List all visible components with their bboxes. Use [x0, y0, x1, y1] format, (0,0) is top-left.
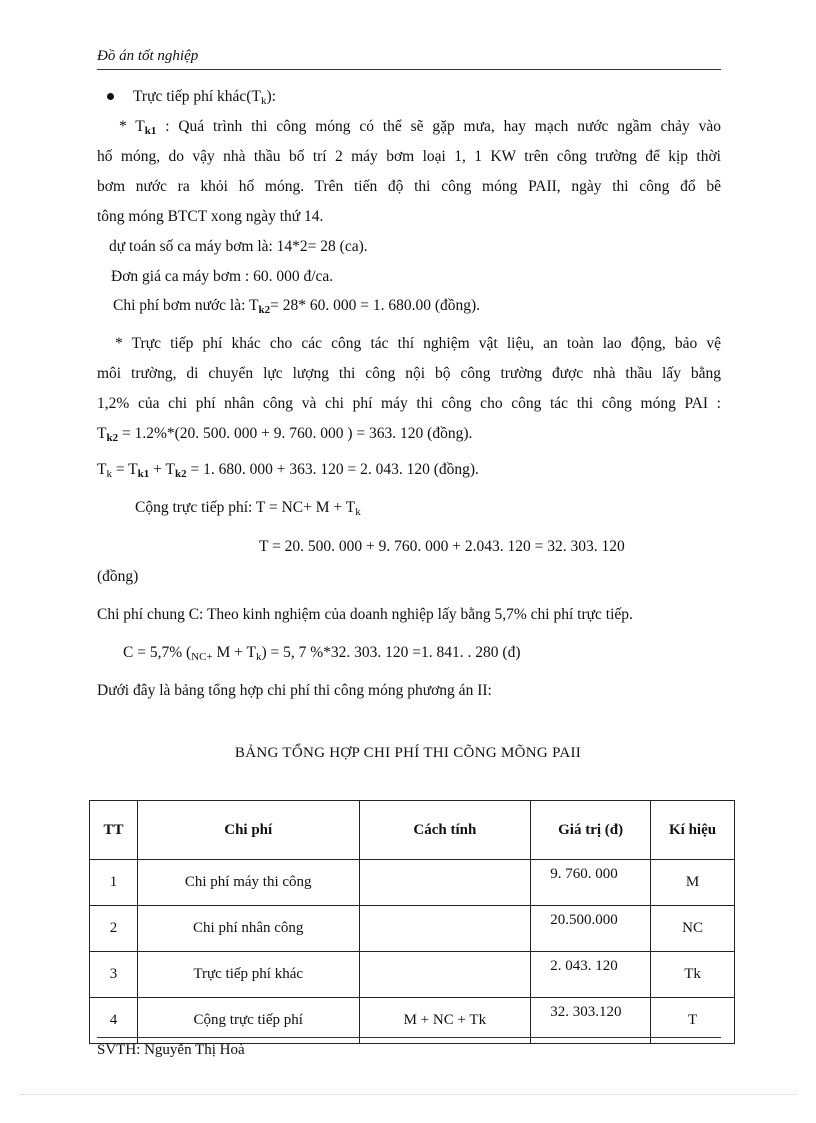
bullet-heading [133, 88, 276, 107]
p1-l1-sub: k1 [144, 125, 157, 137]
t-equation: T = 20. 500. 000 + 9. 760. 000 + 2.043. 120 = 32. 303. 120 [259, 538, 625, 555]
cong-a: Cộng trực tiếp phí: T = NC+ M + T [135, 499, 356, 516]
tk-d: = 1. 680. 000 + 363. 120 = 2. 043. 120 (đồng). [186, 461, 479, 478]
bullet-sub: k [260, 95, 267, 107]
duoi-day-line: Dưới đây là bảng tổng hợp chi phí thi công móng phương án II: [97, 682, 492, 699]
cell-cach-tinh [359, 860, 531, 906]
tk-c: + T [149, 461, 175, 478]
header-tt: TT [90, 801, 138, 860]
c-equation [123, 644, 521, 663]
table-row [90, 906, 735, 952]
paragraph-2-line-4 [97, 425, 472, 444]
footer-rule [97, 1037, 721, 1038]
paragraph-1-line-3: bơm nước ra khỏi hố móng. Trên tiến độ thi công móng PAII, ngày thi công đổ bê [97, 178, 721, 195]
p1-l1-b: : Quá trình thi công móng có thể sẽ gặp mưa, hay mạch nước ngầm chảy vào [156, 118, 721, 135]
p2-l4-a: T [97, 425, 107, 442]
header-ki-hieu: Kí hiệu [651, 801, 735, 860]
dong-line: (đồng) [97, 568, 139, 585]
cell-cach-tinh [359, 906, 531, 952]
don-gia-line: Đơn giá ca máy bơm : 60. 000 đ/ca. [111, 268, 334, 285]
c-a: C = 5,7% ( [123, 644, 192, 661]
cell-ki-hieu: T [651, 998, 735, 1044]
c-sub: k [255, 651, 262, 663]
p1-l1-a: * T [119, 118, 145, 135]
cong-sub: k [355, 506, 361, 518]
tk-sub1: k [106, 468, 112, 480]
cong-truc-tiep-line [135, 499, 361, 518]
table-title: BẢNG TỔNG HỢP CHI PHÍ THI CÕNG MÕNG PAII [234, 745, 582, 761]
p2-l4-sub: k2 [106, 432, 119, 444]
cell-tt: 2 [90, 906, 138, 952]
cell-tt: 4 [90, 998, 138, 1044]
cell-gia-tri: 20.500.000 [531, 906, 651, 952]
header-cach-tinh: Cách tính [359, 801, 531, 860]
paragraph-2-line-1: * Trực tiếp phí khác cho các công tác thí nghiệm vật liệu, an toàn lao động, bảo vệ [115, 335, 721, 352]
cell-chi-phi: Cộng trực tiếp phí [137, 998, 359, 1044]
table-row [90, 952, 735, 998]
cell-tt: 3 [90, 952, 138, 998]
header-chi-phi: Chi phí [137, 801, 359, 860]
header-gia-tri: Giá trị (đ) [531, 801, 651, 860]
bullet-text: Trực tiếp phí khác(T [133, 88, 261, 105]
cpb-b: = 28* 60. 000 = 1. 680.00 (đồng). [270, 297, 481, 314]
cell-chi-phi: Trực tiếp phí khác [137, 952, 359, 998]
chi-phi-chung-line: Chi phí chung C: Theo kinh nghiệm của doanh nghiệp lấy bằng 5,7% chi phí trực tiếp. [97, 606, 633, 623]
tk-sub2: k1 [137, 468, 150, 480]
p2-l4-b: = 1.2%*(20. 500. 000 + 9. 760. 000 ) = 363. 120 (đồng). [118, 425, 473, 442]
paragraph-2-line-2: môi trường, di chuyển lực lượng thi công nội bộ công trường được nhà thầu lấy bằng [97, 365, 721, 382]
cell-tt: 1 [90, 860, 138, 906]
page-edge-dotted-line [20, 1094, 796, 1095]
cell-gia-tri: 32. 303.120 [531, 998, 651, 1044]
tk-equation [97, 461, 479, 480]
cell-cach-tinh: M + NC + Tk [359, 998, 531, 1044]
footer-author: SVTH: Nguyễn Thị Hoà [97, 1042, 245, 1058]
cell-chi-phi: Chi phí máy thi công [137, 860, 359, 906]
chi-phi-bom-line [113, 297, 480, 316]
cell-ki-hieu: M [651, 860, 735, 906]
du-toan-line: dự toán số ca máy bơm là: 14*2= 28 (ca). [109, 238, 368, 255]
page-header-title: Đồ án tốt nghiệp [97, 48, 199, 64]
cost-summary-table [89, 800, 735, 1044]
c-nc: NC+ [191, 651, 213, 663]
paragraph-2-line-3: 1,2% của chi phí nhân công và chi phí máy thi công cho công tác thi công móng PAI : [97, 395, 721, 412]
paragraph-1-line-1 [97, 118, 721, 137]
cpb-a: Chi phí bơm nước là: T [113, 297, 259, 314]
cell-ki-hieu: NC [651, 906, 735, 952]
c-c: ) = 5, 7 %*32. 303. 120 =1. 841. . 280 (đ) [261, 644, 521, 661]
paragraph-1-line-4: tông móng BTCT xong ngày thứ 14. [97, 208, 324, 225]
cpb-sub: k2 [258, 304, 271, 316]
paragraph-1-line-2: hố móng, do vậy nhà thầu bố trí 2 máy bơm loại 1, 1 KW trên công trường để kịp thời [97, 148, 721, 165]
tk-b: = T [111, 461, 138, 478]
tk-sub3: k2 [174, 468, 187, 480]
cell-gia-tri: 9. 760. 000 [531, 860, 651, 906]
cell-ki-hieu: Tk [651, 952, 735, 998]
table-header-row [90, 801, 735, 860]
header-rule [97, 69, 721, 70]
bullet-icon [107, 93, 114, 100]
cost-summary-table-wrapper [89, 800, 736, 1028]
cell-cach-tinh [359, 952, 531, 998]
c-b: M + T [212, 644, 256, 661]
tk-a: T [97, 461, 107, 478]
cell-gia-tri: 2. 043. 120 [531, 952, 651, 998]
table-row [90, 860, 735, 906]
bullet-end: ): [266, 88, 276, 105]
cell-chi-phi: Chi phí nhân công [137, 906, 359, 952]
